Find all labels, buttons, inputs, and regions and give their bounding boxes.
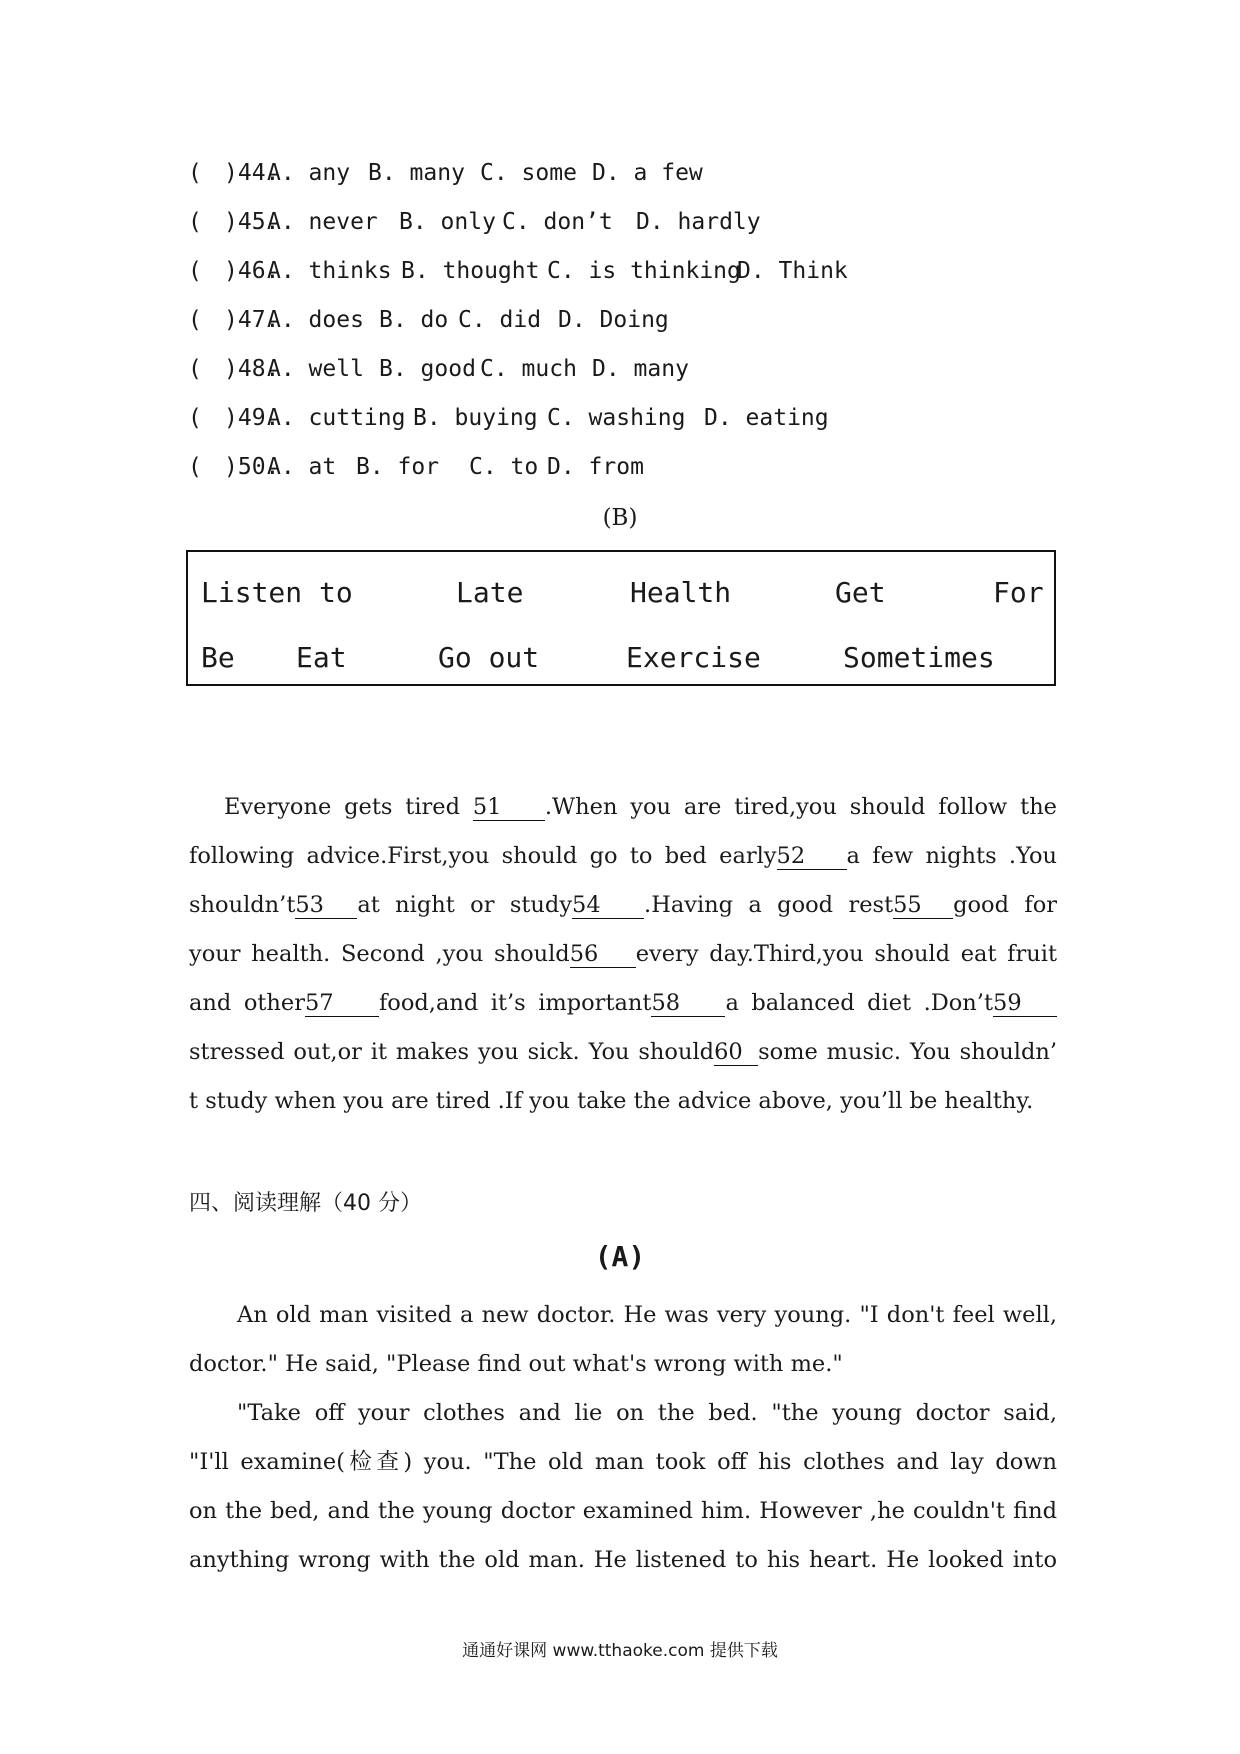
option-a: A. any xyxy=(267,160,351,186)
question-number: )47. xyxy=(224,307,280,333)
section-b-label: (B) xyxy=(602,505,638,531)
answer-paren[interactable]: ( xyxy=(188,209,202,235)
option-d: D. Think xyxy=(737,258,848,284)
option-a: A. at xyxy=(267,454,337,480)
cloze-text: a few nights .You xyxy=(846,843,1057,869)
cloze-text: and other xyxy=(189,990,305,1016)
answer-paren[interactable]: ( xyxy=(188,454,202,480)
cloze-text: at night or study xyxy=(357,892,573,918)
option-a: A. cutting xyxy=(267,405,406,431)
answer-paren[interactable]: ( xyxy=(188,307,202,333)
question-number: )49. xyxy=(224,405,280,431)
mc-question-49 xyxy=(188,405,1088,454)
passage-line: on the bed, and the young doctor examined him. However ,he couldn't find xyxy=(189,1498,1057,1524)
cloze-text: some music. You shouldn’ xyxy=(758,1039,1057,1065)
option-d: D. many xyxy=(592,356,689,382)
option-a: A. does xyxy=(267,307,364,333)
word-bank-item: Sometimes xyxy=(843,641,995,674)
passage-line: anything wrong with the old man. He listened to his heart. He looked into xyxy=(189,1547,1057,1573)
answer-paren[interactable]: ( xyxy=(188,258,202,284)
option-d: D. hardly xyxy=(636,209,761,235)
blank-55[interactable]: 55 xyxy=(893,892,953,919)
passage-line: "I'll examine(检查) you. "The old man took off his clothes and lay down xyxy=(189,1449,1057,1475)
reading-passage-a xyxy=(189,1300,1057,1594)
question-number: )50. xyxy=(224,454,280,480)
passage-line: An old man visited a new doctor. He was very young. "I don't feel well, xyxy=(237,1302,1057,1328)
word-bank-item: Be xyxy=(201,641,235,674)
cloze-text: following advice.First,you should go to bed early xyxy=(189,843,777,869)
option-d: D. eating xyxy=(704,405,829,431)
option-d: D. from xyxy=(547,454,644,480)
mc-question-50 xyxy=(188,454,1088,503)
passage-line: "Take off your clothes and lie on the bed. "the young doctor said, xyxy=(237,1400,1057,1426)
question-number: )48. xyxy=(224,356,280,382)
question-number: )45. xyxy=(224,209,280,235)
word-bank-item: For xyxy=(993,576,1044,609)
option-b: B. thought xyxy=(401,258,540,284)
mc-question-46 xyxy=(188,258,1088,307)
answer-paren[interactable]: ( xyxy=(188,405,202,431)
blank-51[interactable]: 51 xyxy=(473,794,545,821)
cloze-line xyxy=(189,890,1057,939)
cloze-text: t study when you are tired .If you take the advice above, you’ll be healthy. xyxy=(189,1088,1034,1114)
cloze-text: .Having a good rest xyxy=(644,892,894,918)
answer-paren[interactable]: ( xyxy=(188,160,202,186)
passage-a-title: (A) xyxy=(594,1240,646,1273)
option-b: B. for xyxy=(356,454,440,480)
question-number: )46. xyxy=(224,258,280,284)
word-bank-item: Eat xyxy=(296,641,347,674)
blank-53[interactable]: 53 xyxy=(295,892,357,919)
option-c: C. don’t xyxy=(502,209,613,235)
option-b: B. do xyxy=(379,307,449,333)
cloze-line xyxy=(189,1086,1057,1135)
option-a: A. thinks xyxy=(267,258,392,284)
word-bank-item: Get xyxy=(835,576,886,609)
cloze-passage xyxy=(189,792,1057,1135)
blank-59[interactable]: 59 xyxy=(993,990,1057,1017)
blank-58[interactable]: 58 xyxy=(651,990,725,1017)
cloze-line xyxy=(189,939,1057,988)
option-b: B. buying xyxy=(413,405,538,431)
option-a: A. never xyxy=(267,209,378,235)
mc-question-48 xyxy=(188,356,1088,405)
word-bank-item: Health xyxy=(630,576,732,609)
answer-paren[interactable]: ( xyxy=(188,356,202,382)
cloze-text: food,and it’s important xyxy=(378,990,652,1016)
option-d: D. a few xyxy=(592,160,703,186)
cloze-text: Everyone gets tired xyxy=(224,794,460,820)
option-c: C. to xyxy=(469,454,539,480)
word-bank-item: Exercise xyxy=(626,641,761,674)
cloze-line xyxy=(189,841,1057,890)
mc-question-45 xyxy=(188,209,1088,258)
section-title-reading: 四、阅读理解（40 分） xyxy=(189,1191,422,1216)
cloze-text: a balanced diet .Don’t xyxy=(725,990,993,1016)
mc-question-47 xyxy=(188,307,1088,356)
option-c: C. some xyxy=(480,160,577,186)
question-number: )44. xyxy=(224,160,280,186)
cloze-text: good for xyxy=(953,892,1058,918)
cloze-line xyxy=(189,988,1057,1037)
option-c: C. much xyxy=(480,356,577,382)
option-d: D. Doing xyxy=(558,307,669,333)
passage-line: doctor." He said, "Please find out what's wrong with me." xyxy=(189,1351,843,1377)
blank-60[interactable]: 60 xyxy=(714,1039,758,1066)
option-c: C. is thinking xyxy=(547,258,741,284)
cloze-line xyxy=(189,792,1057,841)
option-b: B. only xyxy=(399,209,496,235)
cloze-text: stressed out,or it makes you sick. You should xyxy=(189,1039,715,1065)
word-bank-item: Listen to xyxy=(201,576,353,609)
multiple-choice-list xyxy=(188,160,1088,503)
mc-question-44 xyxy=(188,160,1088,209)
cloze-text: every day.Third,you should eat fruit xyxy=(635,941,1057,967)
option-a: A. well xyxy=(267,356,364,382)
blank-54[interactable]: 54 xyxy=(572,892,644,919)
option-b: B. many xyxy=(368,160,465,186)
option-c: C. did xyxy=(458,307,542,333)
blank-52[interactable]: 52 xyxy=(777,843,847,870)
blank-57[interactable]: 57 xyxy=(305,990,379,1017)
option-c: C. washing xyxy=(547,405,686,431)
cloze-text: shouldn’t xyxy=(189,892,296,918)
option-b: B. good xyxy=(379,356,476,382)
word-bank-item: Go out xyxy=(438,641,540,674)
cloze-line xyxy=(189,1037,1057,1086)
word-bank-item: Late xyxy=(456,576,524,609)
cloze-text: .When you are tired,you should follow the xyxy=(544,794,1057,820)
blank-56[interactable]: 56 xyxy=(570,941,636,968)
page-footer: 通通好课网 www.tthaoke.com 提供下载 xyxy=(462,1641,778,1661)
cloze-text: your health. Second ,you should xyxy=(189,941,570,967)
word-bank-box xyxy=(186,550,1056,686)
